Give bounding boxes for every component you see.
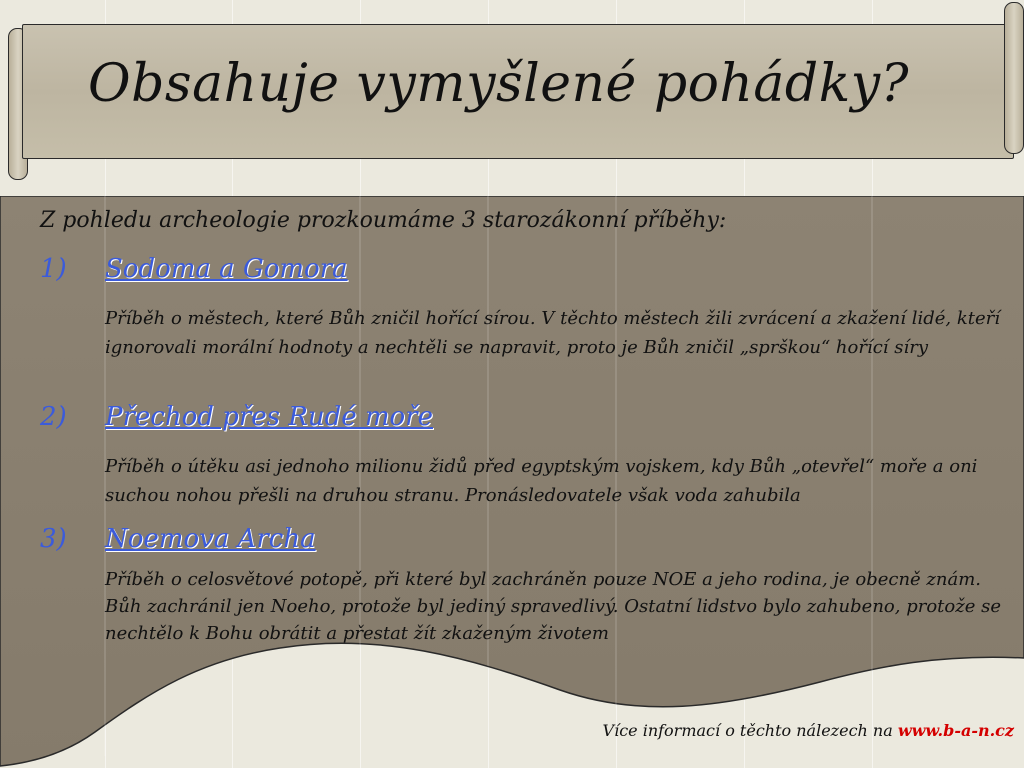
footer: [603, 721, 1014, 740]
footer-website-link[interactable]: www.b-a-n.cz: [897, 721, 1014, 740]
intro-text: Z pohledu archeologie prozkoumáme 3 starozákonní příběhy:: [40, 208, 727, 233]
item-title-link[interactable]: Sodoma a Gomora: [105, 254, 348, 284]
slide-title: Obsahuje vymyšlené pohádky?: [88, 54, 909, 114]
item-number: 2): [40, 402, 67, 432]
item-title-link[interactable]: Noemova Archa: [105, 524, 316, 554]
item-number: 3): [40, 524, 67, 554]
item-description: Příběh o městech, které Bůh zničil hořící sírou. V těchto městech žili zvrácení a zkažení lidé, kteří ignorovali morální hodnoty a nechtěli se napravit, proto je Bůh zničil „sprškou“ hořící síry: [105, 308, 1001, 358]
item-number: 1): [40, 254, 67, 284]
item-title-link[interactable]: Přechod přes Rudé moře: [105, 402, 433, 432]
footer-text: Více informací o těchto nálezech na: [602, 721, 898, 740]
item-description: Příběh o útěku asi jednoho milionu židů před egyptským vojskem, kdy Bůh „otevřel“ moře a oni suchou nohou přešli na druhou stranu. Pronásledovatele však voda zahubila: [105, 456, 978, 506]
item-description: Příběh o celosvětové potopě, při které byl zachráněn pouze NOE a jeho rodina, je obecně znám. Bůh zachránil jen Noeho, protože byl jediný spravedlivý. Ostatní lidstvo bylo zahubeno, protože se nechtělo k Bohu obrátit a přestat žít zkaženým životem: [105, 569, 1001, 644]
